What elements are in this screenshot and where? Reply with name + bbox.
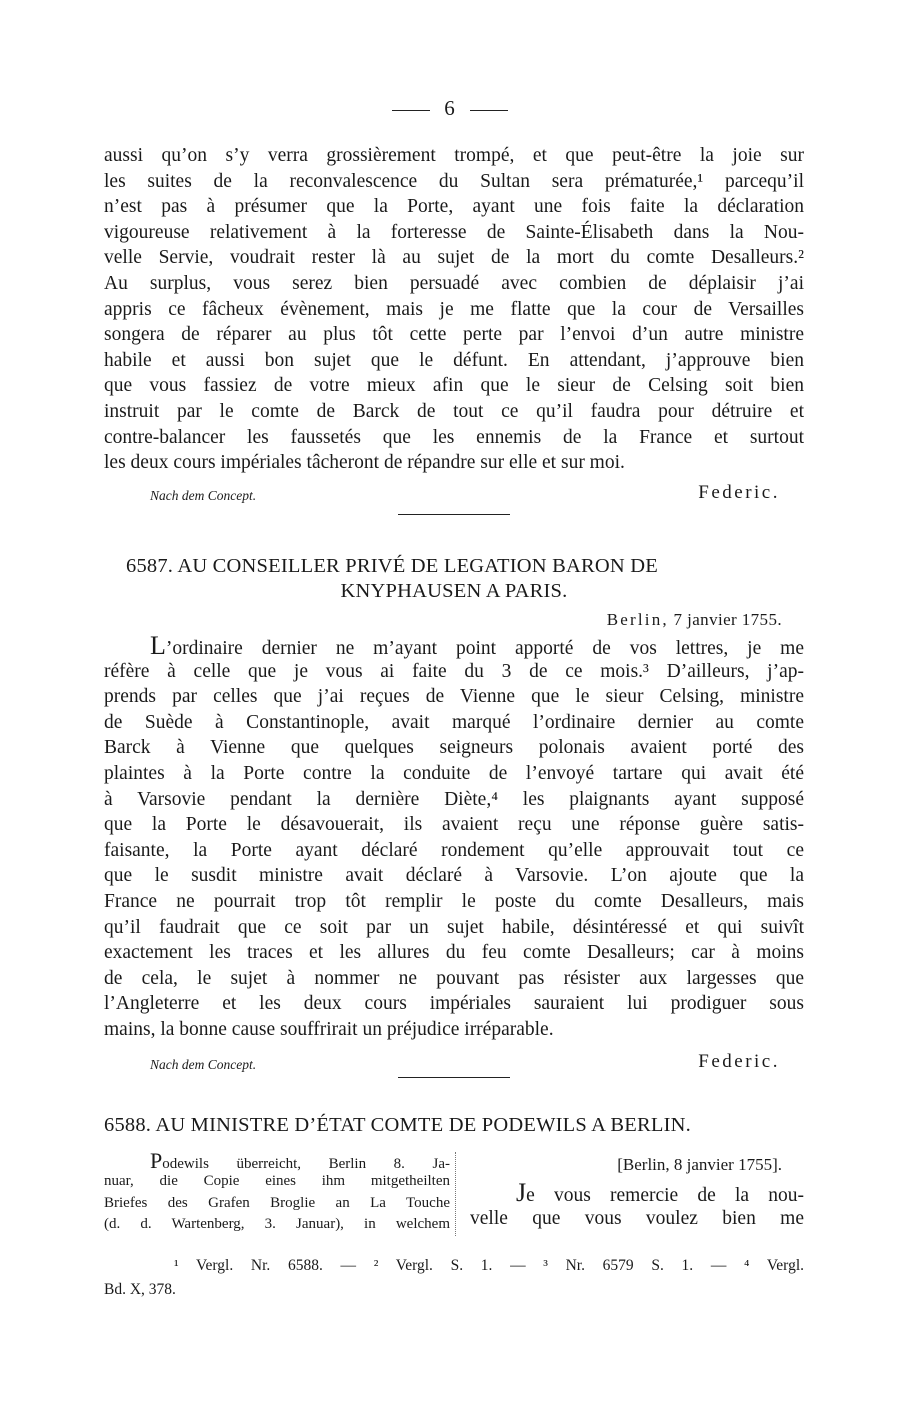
text-line: aussi qu’on s’y verra grossièrement trompé, et que peut-être la joie sur [104,145,804,166]
text-line: de Suède à Constantinople, avait marqué l’ordinaire dernier au comte [104,711,804,733]
text-line: les deux cours impériales tâcheront de répandre sur elle et sur moi. [104,452,625,474]
text-line: que vous fassiez de votre mieux afin que le sieur de Celsing soit bien [104,375,804,397]
text-line: n’est pas à présumer que la Porte, ayant une fois faite la déclaration [104,196,804,218]
source-note: Nach dem Concept. [150,1057,257,1072]
text-line [470,1180,804,1206]
letter-dateline [607,610,782,630]
letter-heading-line: 6588. AU MINISTRE D’ÉTAT COMTE DE PODEWILS A BERLIN. [104,1114,691,1136]
section-divider [398,1077,510,1078]
text-line: velle Servie, voudrait rester là au sujet de la mort du comte Desalleurs.² [104,247,804,269]
signature-row-1 [150,482,780,510]
letter-6587-body [104,633,804,1043]
text-line: contre-balancer les faussetés que les ennemis de la France et surtout [104,426,804,448]
summary-line: (d. d. Wartenberg, 3. Januar), in welchem [104,1216,450,1233]
section-divider [398,514,510,515]
drop-cap: L [150,631,166,660]
text-line: réfère à celle que je vous ai faite du 3 de ce mois.³ D’ailleurs, j’ap- [104,660,804,682]
continuation-paragraph [104,143,804,476]
text-line [104,633,804,659]
text-line: prends par celles que j’ai reçues de Vienne que le sieur Celsing, ministre [104,686,804,708]
text-line: appris ce fâcheux évènement, mais je me flatte que la cour de Versailles [104,298,804,320]
text-line: de cela, le sujet à nommer ne pouvant pas résister aux largesses que [104,967,804,989]
drop-cap: J [516,1178,527,1207]
text-line: instruit par le comte de Barck de tout ce qu’il faudra pour détruire et [104,400,804,422]
text-line: Barck à Vienne que quelques seigneurs polonais avaient porté des [104,737,804,759]
text-line: mains, la bonne cause souffrirait un préjudice irréparable. [104,1018,554,1040]
text-line: que la Porte le désavouerait, ils avaient reçu une réponse guère satis- [104,814,804,836]
dateline-date: 7 janvier 1755. [673,610,782,629]
text-line: à Varsovie pendant la dernière Diète,⁴ les plaignants ayant supposé [104,788,804,810]
page-number-dash-left [392,110,430,111]
letter-6587-heading [104,554,804,604]
summary-line-content: odewils überreicht, Berlin 8. Ja- [162,1156,450,1172]
signature: Federic. [698,482,780,503]
letter-heading-line: 6587. AU CONSEILLER PRIVÉ DE LEGATION BARON DE [126,555,658,577]
footnote-line: ¹ Vergl. Nr. 6588. — ² Vergl. S. 1. — ³ Nr. 6579 S. 1. — ⁴ Vergl. [174,1257,804,1274]
summary-line: Briefes des Grafen Broglie an La Touche [104,1194,450,1211]
text-line: qu’il faudrait que ce soit par un sujet habile, désintéressé et qui suivît [104,916,804,938]
page-number-value: 6 [444,96,456,120]
text-line: velle que vous voulez bien me [470,1207,804,1229]
footnote-line: Bd. X, 378. [104,1281,176,1298]
text-line: que le susdit ministre avait déclaré à Varsovie. L’on ajoute que la [104,865,804,887]
letter-6588-body [470,1150,804,1231]
text-line: plaintes à la Porte contre la conduite de l’envoyé tartare qui avait été [104,762,804,784]
page-number [0,96,900,121]
text-line: les suites de la reconvalescence du Sultan sera prématurée,¹ parcequ’il [104,170,804,192]
letter-heading-line: KNYPHAUSEN A PARIS. [340,580,568,602]
text-line: habile et aussi bon sujet que le défunt. En attendant, j’approuve bien [104,349,804,371]
letter-dateline: [Berlin, 8 janvier 1755]. [617,1155,782,1174]
letter-summary [104,1150,450,1236]
drop-cap: P [150,1148,163,1173]
source-note: Nach dem Concept. [150,488,257,503]
text-line-content: ’ordinaire dernier ne m’ayant point apporté de vos lettres, je me [165,638,804,659]
text-line: songera de réparer au plus tôt cette perte par l’envoi d’un autre ministre [104,324,804,346]
text-line-content: e vous remercie de la nou- [526,1185,804,1206]
page-number-dash-right [470,110,508,111]
summary-line [104,1150,450,1171]
text-line: France ne pourrait trop tôt remplir le poste du comte Desalleurs, mais [104,890,804,912]
text-line: faisante, la Porte ayant déclaré rondement qu’elle approuvait tout ce [104,839,804,861]
text-line: l’Angleterre et les deux cours impériales sauraient lui prodiguer sous [104,993,804,1015]
signature-row-2 [150,1051,780,1079]
summary-line: nuar, die Copie eines ihm mitgetheilten [104,1173,450,1190]
letter-6588-heading [104,1113,804,1138]
text-line: exactement les traces et les allures du feu comte Desalleurs; car à moins [104,942,804,964]
text-line: Au surplus, vous serez bien persuadé avec combien de déplaisir j’ai [104,272,804,294]
signature: Federic. [698,1051,780,1072]
text-line: vigoureuse relativement à la forteresse de Sainte-Élisabeth dans la Nou- [104,221,804,243]
footnotes [104,1254,804,1302]
dateline-city: Berlin, [606,610,669,629]
column-divider [455,1152,456,1236]
